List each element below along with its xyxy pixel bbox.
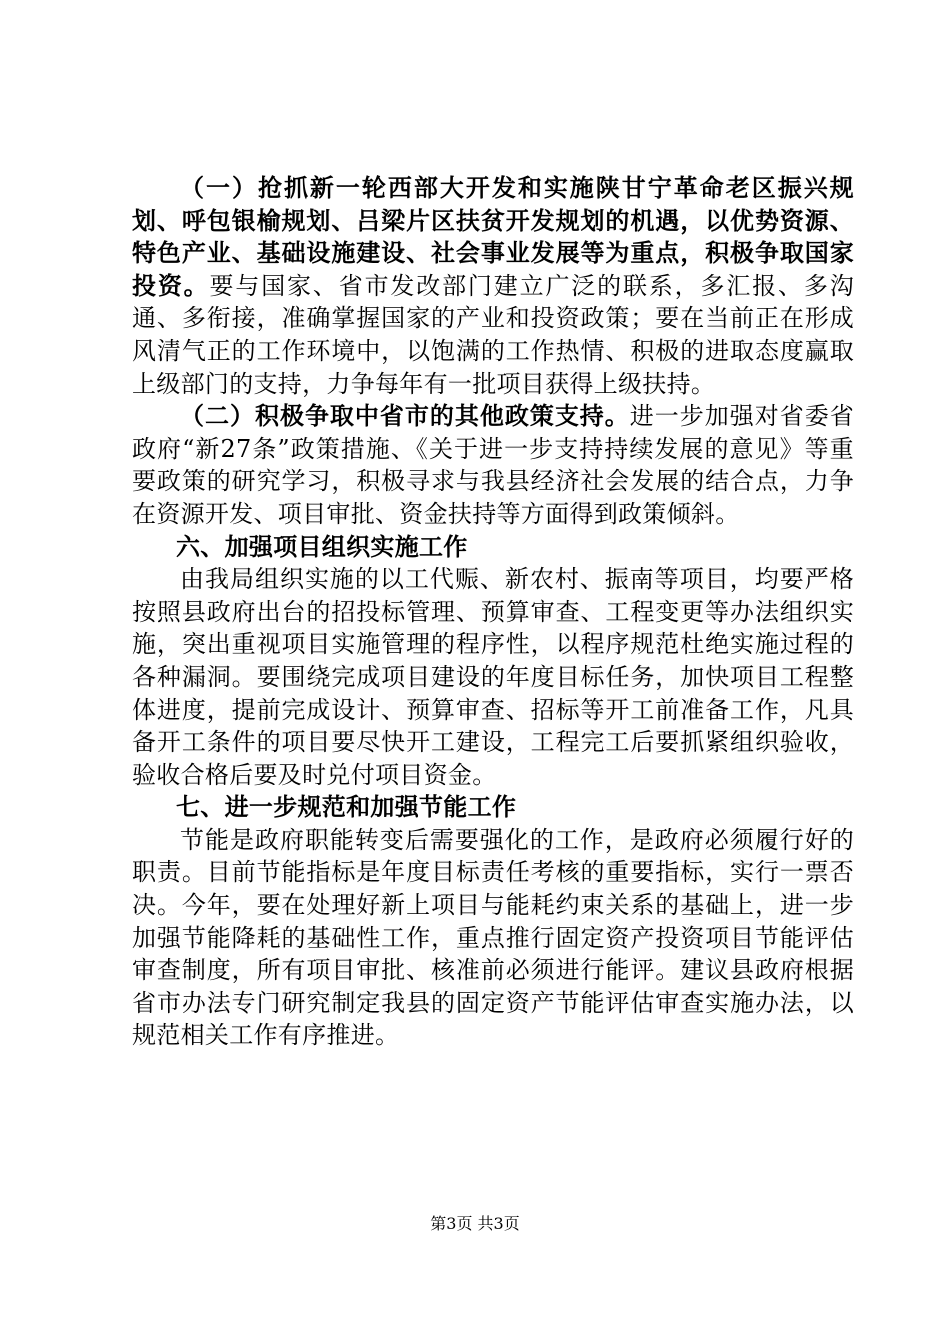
- page-number-label: 第3页: [430, 1214, 473, 1233]
- section-one-lead: （一）抢抓新一轮西部大开发和实施陕甘宁革命老区振兴规划、呼包银榆规划、吕梁片区扶贫开发规划的机遇，以优势资源、特色产业、基础设施建设、社会事业发展等为重点，积极争取国家投资。: [132, 174, 854, 300]
- section-two-body: 进一步加强对省委省政府“新27条”政策措施、《关于进一步支持持续发展的意见》等重要政策的研究学习，积极寻求与我县经济社会发展的结合点，力争在资源开发、项目审批、资金扶持等方面得到政策倾斜。: [132, 402, 855, 528]
- document-body: [132, 172, 854, 1052]
- section-one-paragraph: [132, 172, 854, 400]
- section-two-paragraph: [132, 400, 854, 530]
- section-one-body: 要与国家、省市发改部门建立广泛的联系，多汇报、多沟通、多衔接，准确掌握国家的产业和投资政策；要在当前正在形成风清气正的工作环境中，以饱满的工作热情、积极的进取态度赢取上级部门的支持，力争每年有一批项目获得上级扶持。: [132, 271, 855, 398]
- paragraph-seven: 节能是政府职能转变后需要强化的工作，是政府必须履行好的职责。目前节能指标是年度目标责任考核的重要指标，实行一票否决。今年，要在处理好新上项目与能耗约束关系的基础上，进一步加强节能降耗的基础性工作，重点推行固定资产投资项目节能评估审查制度，所有项目审批、核准前必须进行能评。建议县政府根据省市办法专门研究制定我县的固定资产节能评估审查实施办法，以规范相关工作有序推进。: [132, 825, 854, 1050]
- page-total-label: 共3页: [477, 1214, 520, 1233]
- paragraph-six: 由我局组织实施的以工代赈、新农村、振南等项目，均要严格按照县政府出台的招投标管理、预算审查、工程变更等办法组织实施，突出重视项目实施管理的程序性，以程序规范杜绝实施过程的各种漏洞。要围绕完成项目建设的年度目标任务，加快项目工程整体进度，提前完成设计、预算审查、招标等开工前准备工作，凡具备开工条件的项目要尽快开工建设，工程完工后要抓紧组织验收，验收合格后要及时兑付项目资金。: [132, 565, 854, 789]
- page-footer: [0, 1214, 950, 1234]
- heading-six: 六、加强项目组织实施工作: [176, 532, 468, 561]
- section-two-lead: （二）积极争取中省市的其他政策支持。: [180, 402, 630, 431]
- heading-seven: 七、进一步规范和加强节能工作: [176, 793, 517, 822]
